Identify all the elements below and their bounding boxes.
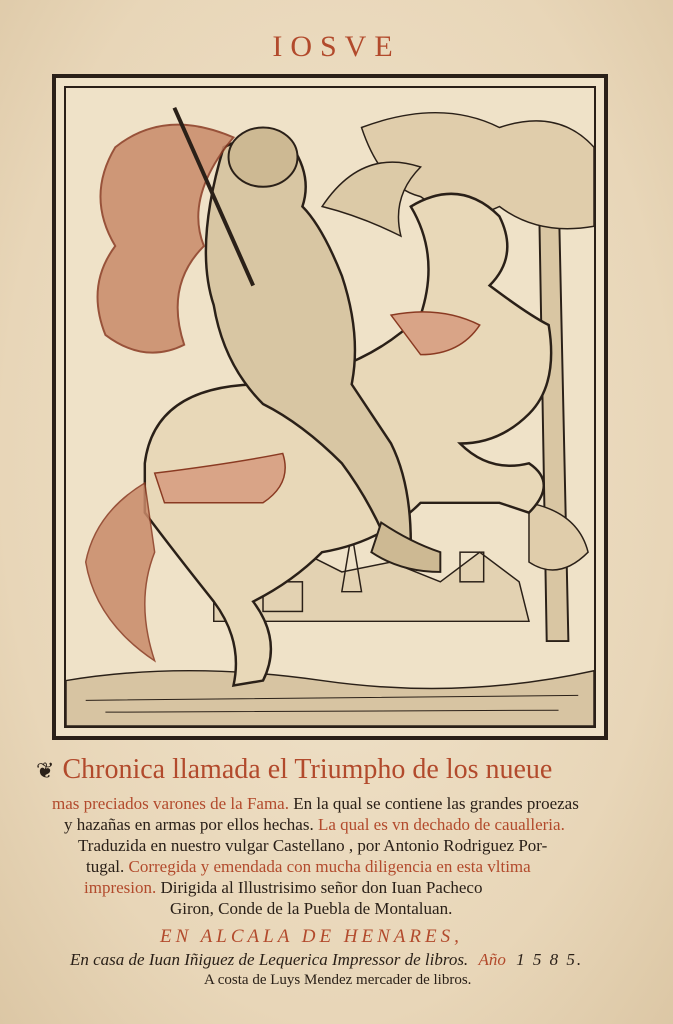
page-title: IOSVE: [272, 30, 401, 63]
imprint-year-label: Año: [478, 950, 506, 969]
imprint-printer-line: [70, 950, 583, 970]
heading-text: Chronica llamada el Triumpho de los nueue: [62, 754, 553, 785]
body-line-2: [64, 815, 565, 835]
body-line-5-black: Dirigida al Illustrisimo señor don Iuan Pacheco: [156, 878, 483, 897]
woodcut-frame: [52, 74, 608, 740]
imprint-bookseller: A costa de Luys Mendez mercader de libros.: [204, 972, 472, 988]
chronicle-heading: [36, 754, 552, 786]
body-line-4-black: tugal.: [86, 857, 125, 876]
body-line-6-black: Giron, Conde de la Puebla de Montaluan.: [170, 899, 453, 918]
body-line-1-red: mas preciados varones de la Fama.: [52, 794, 289, 813]
imprint-place: [160, 926, 463, 948]
body-line-4: [86, 857, 531, 877]
body-line-4-red: Corregida y emendada con mucha diligencia en esta vltima: [124, 857, 531, 876]
body-line-3-black: Traduzida en nuestro vulgar Castellano , por Antonio Rodriguez Por-: [78, 836, 548, 855]
imprint-bookseller-line: [204, 972, 471, 989]
body-line-1: [52, 794, 579, 814]
body-line-5: [84, 878, 482, 898]
body-line-2-black: y hazañas en armas por ellos hechas.: [64, 815, 314, 834]
fleuron-icon: ❦: [36, 758, 55, 783]
imprint-place-text: EN ALCALA DE HENARES,: [160, 926, 463, 947]
imprint-printer: En casa de Iuan Iñiguez de Lequerica Impressor de libros.: [70, 950, 469, 969]
body-line-1-black: En la qual se contiene las grandes proezas: [288, 794, 579, 813]
body-line-3: [78, 836, 547, 856]
imprint-year: 1 5 8 5.: [516, 950, 584, 969]
body-line-2-red: La qual es vn dechado de caualleria.: [313, 815, 565, 834]
knight-on-horse-illustration: [66, 88, 594, 726]
body-line-5-red: impresion.: [84, 878, 157, 897]
woodcut-illustration: [64, 86, 596, 728]
body-line-6: [170, 899, 452, 919]
